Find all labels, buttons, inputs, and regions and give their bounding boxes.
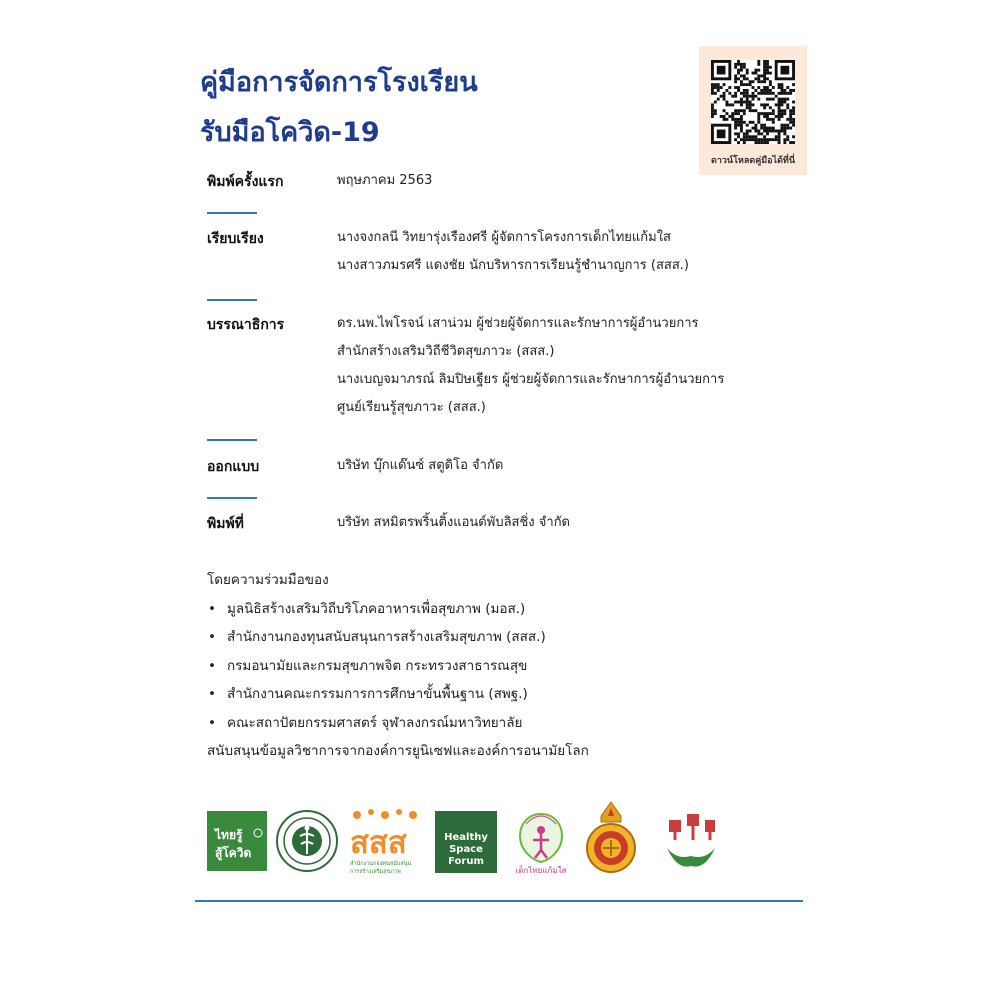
credit-value-line: บริษัท บุ๊กแด๊นซ์ สตูดิโอ จำกัด	[337, 458, 504, 473]
credit-value-line: นางจงกลนี วิทยารุ่งเรืองศรี ผู้จัดการโครงการเด็กไทยแก้มใส	[337, 230, 671, 245]
logo-text: ไทยรู้	[215, 828, 243, 842]
credit-value-line: ศูนย์เรียนรู้สุขภาวะ (สสส.)	[337, 400, 486, 415]
logo-text: สู้โควิด	[215, 846, 252, 860]
qr-download-panel	[699, 46, 807, 175]
qr-code-image	[711, 60, 795, 144]
bullet-icon: •	[208, 686, 216, 702]
credit-label: พิมพ์ครั้งแรก	[207, 174, 284, 190]
credit-value-line: นางสาวภมรศรี แดงชัย นักบริหารการเรียนรู้ชำนาญการ (สสส.)	[337, 258, 689, 273]
credit-value	[337, 314, 724, 426]
bullet-icon: •	[208, 600, 216, 617]
credit-value	[337, 228, 689, 284]
credit-value	[337, 513, 570, 541]
credit-label: เรียบเรียง	[207, 231, 264, 247]
thairu-sukovid-logo	[207, 811, 267, 875]
title-line-2: รับมือโควิด-19	[200, 117, 380, 148]
credit-value-line: พฤษภาคม 2563	[337, 173, 433, 188]
collaborator-text: คณะสถาปัตยกรรมศาสตร์ จุฬาลงกรณ์มหาวิทยาลัย	[227, 714, 523, 731]
healthy-space-forum-logo	[435, 811, 497, 877]
collaboration-closing: สนับสนุนข้อมูลวิชาการจากองค์การยูนิเซฟและองค์การอนามัยโลก	[207, 743, 589, 759]
partner-logos	[0, 800, 1000, 880]
collaborator-item	[207, 627, 589, 647]
mos-foundation-logo	[661, 810, 721, 876]
ministry-public-health-seal-logo	[276, 810, 338, 876]
credit-value	[337, 171, 432, 199]
credit-value-line: ดร.นพ.ไพโรจน์ เสาน่วม ผู้ช่วยผู้จัดการและรักษาการผู้อำนวยการ	[337, 316, 699, 331]
collaborator-text: สำนักงานคณะกรรมการการศึกษาขั้นพื้นฐาน (สพฐ.)	[227, 686, 528, 702]
credit-value-line: นางเบญจมาภรณ์ ลิมปิษเฐียร ผู้ช่วยผู้จัดการและรักษาการผู้อำนวยการ	[337, 372, 725, 387]
collaboration-section	[207, 570, 589, 761]
credit-value-line: บริษัท สหมิตรพริ้นติ้งแอนด์พับลิสชิ่ง จำกัด	[337, 515, 571, 530]
logo-text: Space	[449, 844, 483, 855]
document-title	[200, 58, 478, 158]
collaboration-intro: โดยความร่วมมือของ	[207, 572, 329, 588]
credit-label: ออกแบบ	[207, 459, 260, 475]
credit-value	[337, 456, 503, 484]
logo-text: เด็กไทยแก้มใส	[515, 866, 567, 875]
section-separator	[207, 497, 257, 499]
credit-value-line: สำนักสร้างเสริมวิถีชีวิตสุขภาวะ (สสส.)	[337, 344, 555, 359]
credit-label: บรรณาธิการ	[207, 317, 285, 333]
credit-label: พิมพ์ที่	[207, 516, 244, 532]
bullet-icon: •	[208, 629, 216, 645]
logo-text: Forum	[448, 856, 484, 867]
thaihealth-ssss-logo	[349, 807, 427, 883]
bottom-divider	[195, 900, 803, 902]
bullet-icon: •	[208, 714, 216, 731]
logo-text: สสส	[350, 825, 407, 861]
logo-text: Healthy	[444, 832, 488, 843]
logo-text: สำนักงานกองทุนสนับสนุน	[350, 861, 412, 867]
collaborator-item	[207, 656, 589, 676]
collaborator-text: กรมอนามัยและกรมสุขภาพจิต กระทรวงสาธารณสุข	[227, 657, 528, 674]
section-separator	[207, 212, 257, 214]
bullet-icon: •	[208, 657, 216, 674]
collaborator-text: มูลนิธิสร้างเสริมวิถีบริโภคอาหารเพื่อสุขภาพ (มอส.)	[227, 600, 526, 617]
qr-caption: ดาวน์โหลดคู่มือได้ที่นี่	[710, 156, 796, 166]
dekthai-kaemsai-logo	[506, 806, 576, 880]
collaborator-list	[207, 599, 589, 733]
logo-text: การสร้างเสริมสุขภาพ	[350, 869, 401, 875]
collaborator-text: สำนักงานกองทุนสนับสนุนการสร้างเสริมสุขภาพ (สสส.)	[227, 629, 546, 645]
collaborator-item	[207, 684, 589, 704]
title-line-1: คู่มือการจัดการโรงเรียน	[200, 67, 478, 98]
collaborator-item	[207, 599, 589, 619]
collaborator-item	[207, 713, 589, 733]
section-separator	[207, 439, 257, 441]
obec-emblem-logo	[586, 800, 636, 882]
section-separator	[207, 299, 257, 301]
